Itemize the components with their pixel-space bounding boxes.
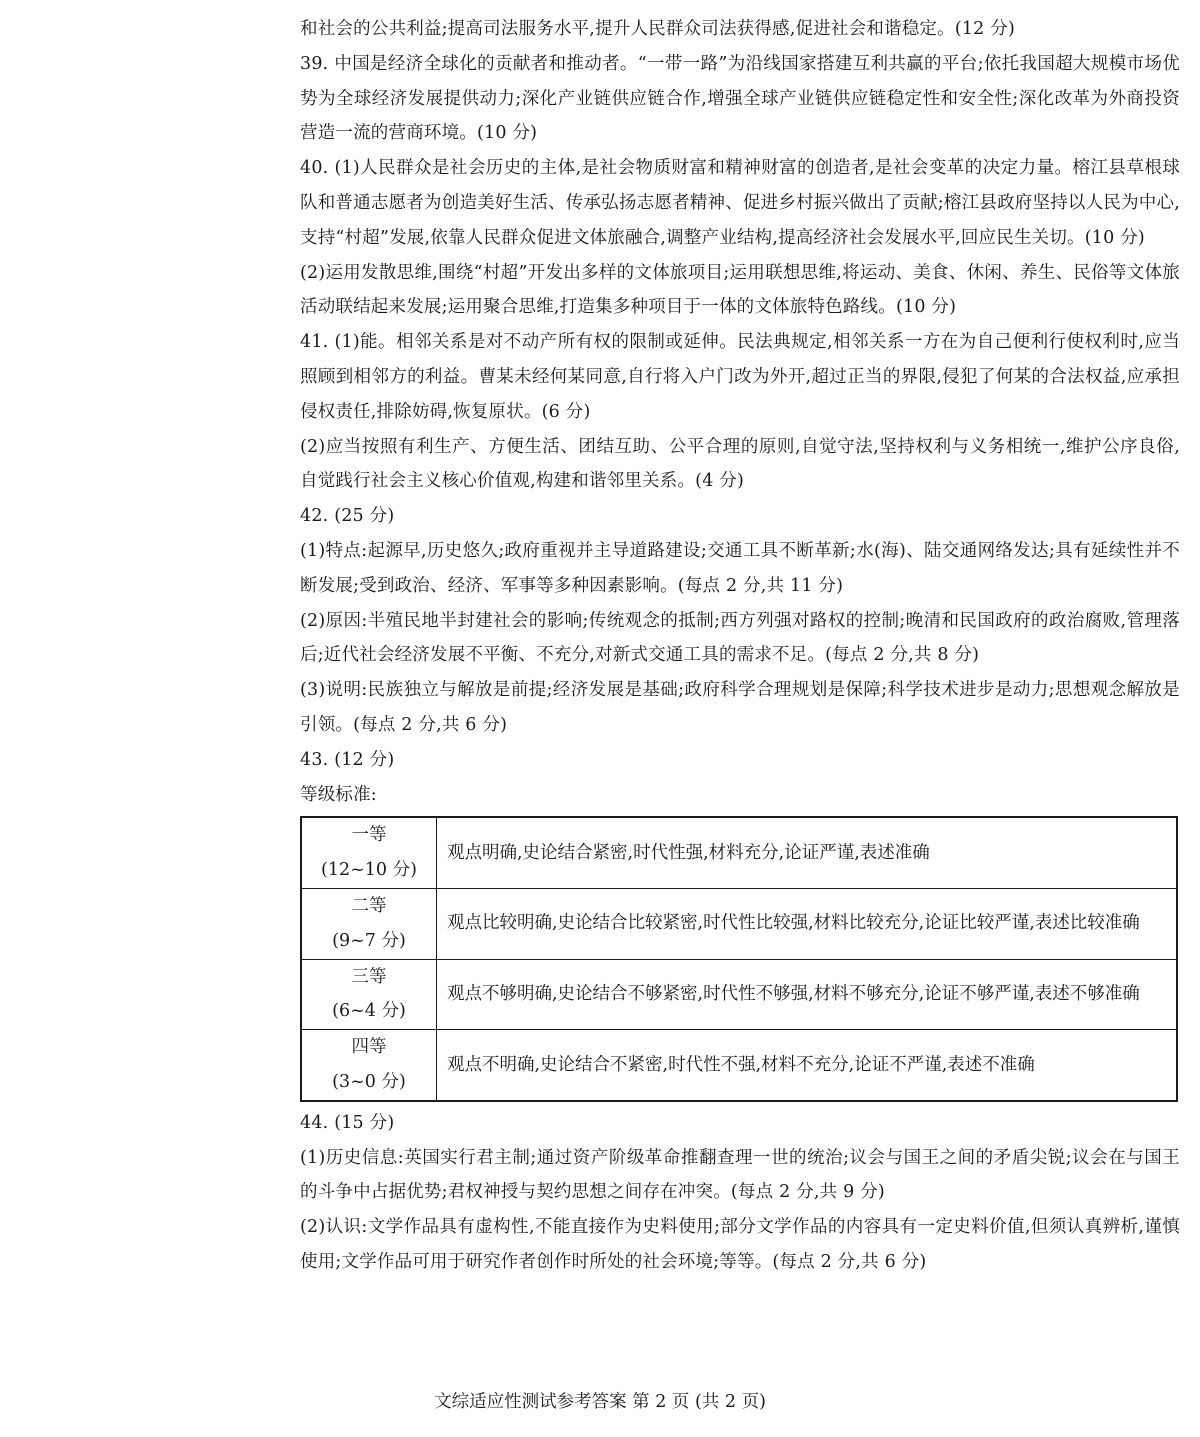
answer-40-part-2: (2)运用发散思维,围绕“村超”开发出多样的文体旅项目;运用联想思维,将运动、美食、休闲、养生、民俗等文体旅活动联结起来发展;运用聚合思维,打造集多种项目于一体的文体旅特色路线。(10 分) [300,262,1180,318]
answer-44-part-1: (1)历史信息:英国实行君主制;通过资产阶级革命推翻查理一世的统治;议会与国王之间的矛盾尖锐;议会在与国王的斗争中占据优势;君权神授与契约思想之间存在冲突。(每点 2 分,共 9 分) [300,1147,1180,1203]
grade-description: 观点不够明确,史论结合不够紧密,时代性不够强,材料不够充分,论证不够严谨,表述不够准确 [437,959,1178,1030]
grade-level-range: (12~10 分) [321,860,417,881]
grade-level-name: 二等 [351,895,387,916]
answer-43-heading: 43. (12 分) [300,749,395,770]
table-row [301,959,1177,1030]
table-row [301,888,1177,959]
grade-level-cell [301,888,437,959]
grade-level-name: 四等 [351,1037,387,1058]
answer-38-continuation: 和社会的公共利益;提高司法服务水平,提升人民群众司法获得感,促进社会和谐稳定。(12 分) [300,19,1016,39]
grade-level-name: 三等 [351,966,387,987]
answer-41-part-1: 41. (1)能。相邻关系是对不动产所有权的限制或延伸。民法典规定,相邻关系一方在为自己便利行使权利时,应当照顾到相邻方的利益。曹某未经何某同意,自行将入户门改为外开,超过正当的界限,侵犯了何某的合法权益,应承担侵权责任,排除妨碍,恢复原状。(6 分) [300,332,1180,422]
grade-standard-table [300,816,1178,1101]
answer-44-heading: 44. (15 分) [300,1112,395,1133]
grade-description: 观点明确,史论结合紧密,时代性强,材料充分,论证严谨,表述准确 [437,817,1178,888]
grade-level-cell [301,959,437,1030]
grade-level-name: 一等 [351,825,387,846]
table-row [301,1030,1177,1101]
grade-level-range: (6~4 分) [332,1001,406,1022]
answer-40-part-1: 40. (1)人民群众是社会历史的主体,是社会物质财富和精神财富的创造者,是社会变革的决定力量。榕江县草根球队和普通志愿者为创造美好生活、传承弘扬志愿者精神、促进乡村振兴做出了贡献;榕江县政府坚持以人民为中心,支持“村超”发展,依靠人民群众促进文体旅融合,调整产业结构,提高经济社会发展水平,回应民生关切。(10 分) [300,158,1180,248]
grade-level-range: (3~0 分) [332,1071,406,1092]
grade-level-cell [301,817,437,888]
grade-standard-label: 等级标准: [300,784,377,805]
answer-39: 39. 中国是经济全球化的贡献者和推动者。“一带一路”为沿线国家搭建互利共赢的平台;依托我国超大规模市场优势为全球经济发展提供动力;深化产业链供应链合作,增强全球产业链供应链稳定性和安全性;深化改革为外商投资营造一流的营商环境。(10 分) [300,53,1180,144]
grade-description: 观点不明确,史论结合不紧密,时代性不强,材料不充分,论证不严谨,表述不准确 [437,1030,1178,1101]
table-row [301,817,1177,888]
grade-level-cell [301,1030,437,1101]
answer-41-part-2: (2)应当按照有利生产、方便生活、团结互助、公平合理的原则,自觉守法,坚持权利与义务相统一,维护公序良俗,自觉践行社会主义核心价值观,构建和谐邻里关系。(4 分) [300,436,1180,492]
answer-42-part-3: (3)说明:民族独立与解放是前提;经济发展是基础;政府科学合理规划是保障;科学技术进步是动力;思想观念解放是引领。(每点 2 分,共 6 分) [300,680,1180,735]
answer-44-part-2: (2)认识:文学作品具有虚构性,不能直接作为史料使用;部分文学作品的内容具有一定史料价值,但须认真辨析,谨慎使用;文学作品可用于研究作者创作时所处的社会环境;等等。(每点 2 分,共 6 分) [300,1217,1180,1272]
answer-page [300,12,1180,1280]
grade-level-range: (9~7 分) [332,930,406,951]
page-footer: 文综适应性测试参考答案 第 2 页 (共 2 页) [434,1392,766,1412]
answer-42-heading: 42. (25 分) [300,506,395,527]
answer-42-part-2: (2)原因:半殖民地半封建社会的影响;传统观念的抵制;西方列强对路权的控制;晚清和民国政府的政治腐败,管理落后;近代社会经济发展不平衡、不充分,对新式交通工具的需求不足。(每点 2 分,共 8 分) [300,610,1180,666]
grade-description: 观点比较明确,史论结合比较紧密,时代性比较强,材料比较充分,论证比较严谨,表述比较准确 [437,888,1178,959]
answer-42-part-1: (1)特点:起源早,历史悠久;政府重视并主导道路建设;交通工具不断革新;水(海)、陆交通网络发达;具有延续性并不断发展;受到政治、经济、军事等多种因素影响。(每点 2 分,共 11 分) [300,540,1180,596]
